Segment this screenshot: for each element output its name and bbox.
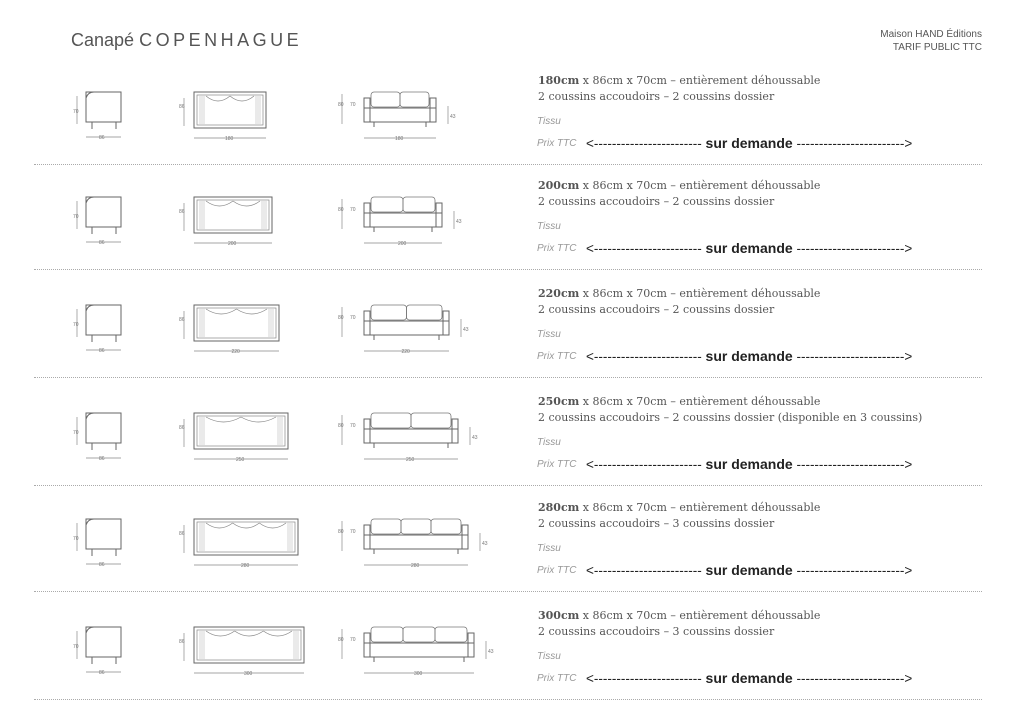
- title-brand: COPENHAGUE: [139, 30, 303, 50]
- sofa-row: [34, 485, 982, 592]
- price-text: sur demande: [705, 348, 793, 364]
- price-text: sur demande: [705, 562, 793, 578]
- row-divider: [34, 269, 982, 270]
- dimensions-line: [538, 394, 922, 410]
- width-dim-label: 220: [401, 349, 410, 355]
- cushions-line: 2 coussins accoudoirs – 3 coussins dossier: [538, 625, 775, 638]
- height-dim-label: 70: [350, 637, 356, 643]
- height-dim-label: 70: [73, 644, 79, 650]
- price-arrow-left: <------------------------: [586, 563, 702, 578]
- prix-label: Prix TTC: [537, 459, 577, 470]
- width-dim-label: 180: [225, 136, 234, 142]
- dimensions-line: [538, 286, 820, 302]
- arm-height-dim-label: 43: [450, 114, 456, 120]
- cushions-line: 2 coussins accoudoirs – 3 coussins dossier: [538, 517, 775, 530]
- tissu-label: Tissu: [537, 651, 561, 662]
- price-value: [586, 348, 912, 364]
- price-arrow-left: <------------------------: [586, 671, 702, 686]
- price-value: [586, 456, 912, 472]
- dimensions-rest: x 86cm x 70cm – entièrement déhoussable: [579, 501, 821, 514]
- front-view-drawing: [334, 379, 478, 469]
- price-value: [586, 670, 912, 686]
- size-value: 300cm: [538, 609, 580, 622]
- height-dim-label: 80: [338, 529, 344, 535]
- price-arrow-left: <------------------------: [586, 349, 702, 364]
- price-text: sur demande: [705, 670, 793, 686]
- width-dim-label: 280: [241, 563, 250, 569]
- publisher-name: Maison HAND Éditions: [880, 29, 982, 40]
- depth-dim-label: 86: [99, 456, 105, 462]
- width-dim-label: 180: [395, 136, 404, 142]
- cushions-line: 2 coussins accoudoirs – 2 coussins dossier (disponible en 3 coussins): [538, 411, 923, 424]
- width-dim-label: 220: [231, 349, 240, 355]
- dimensions-text: [538, 73, 820, 105]
- top-view-drawing: [174, 163, 282, 253]
- width-dim-label: 300: [244, 671, 253, 677]
- height-dim-label: 70: [73, 322, 79, 328]
- height-dim-label: 70: [350, 315, 356, 321]
- dimensions-text: [538, 286, 820, 318]
- height-dim-label: 80: [338, 207, 344, 213]
- width-dim-label: 200: [228, 241, 237, 247]
- sofa-row: [34, 58, 982, 165]
- depth-dim-label: 86: [179, 531, 185, 537]
- page-title: [71, 30, 302, 51]
- dimensions-line: [538, 500, 820, 516]
- publisher-block: [880, 28, 982, 54]
- height-dim-label: 70: [350, 423, 356, 429]
- height-dim-label: 80: [338, 102, 344, 108]
- height-dim-label: 70: [73, 536, 79, 542]
- cushions-line: 2 coussins accoudoirs – 2 coussins dossier: [538, 195, 775, 208]
- price-arrow-right: ------------------------>: [796, 457, 913, 472]
- prix-label: Prix TTC: [537, 351, 577, 362]
- price-value: [586, 240, 912, 256]
- price-arrow-right: ------------------------>: [796, 136, 913, 151]
- height-dim-label: 70: [350, 529, 356, 535]
- price-value: [586, 562, 912, 578]
- dimensions-line: [538, 73, 820, 89]
- arm-height-dim-label: 43: [456, 219, 462, 225]
- row-divider: [34, 699, 982, 700]
- top-view-drawing: [174, 271, 289, 361]
- width-dim-label: 280: [411, 563, 420, 569]
- width-dim-label: 250: [406, 457, 415, 463]
- dimensions-text: [538, 608, 820, 640]
- depth-dim-label: 86: [99, 348, 105, 354]
- size-value: 280cm: [538, 501, 580, 514]
- dimensions-text: [538, 394, 922, 426]
- size-value: 250cm: [538, 395, 580, 408]
- top-view-drawing: [174, 593, 314, 683]
- side-view-drawing: [68, 593, 138, 683]
- price-arrow-right: ------------------------>: [796, 671, 913, 686]
- depth-dim-label: 86: [179, 317, 185, 323]
- prix-label: Prix TTC: [537, 565, 577, 576]
- side-view-drawing: [68, 485, 138, 575]
- dimensions-rest: x 86cm x 70cm – entièrement déhoussable: [579, 287, 821, 300]
- width-dim-label: 250: [236, 457, 245, 463]
- height-dim-label: 70: [73, 214, 79, 220]
- dimensions-line: [538, 178, 820, 194]
- height-dim-label: 70: [350, 207, 356, 213]
- dimensions-rest: x 86cm x 70cm – entièrement déhoussable: [579, 609, 821, 622]
- price-arrow-right: ------------------------>: [796, 563, 913, 578]
- price-text: sur demande: [705, 135, 793, 151]
- side-view-drawing: [68, 58, 138, 148]
- front-view-drawing: [334, 163, 462, 253]
- width-dim-label: 300: [414, 671, 423, 677]
- sofa-row: [34, 163, 982, 270]
- depth-dim-label: 86: [99, 135, 105, 141]
- prix-label: Prix TTC: [537, 673, 577, 684]
- dimensions-text: [538, 178, 820, 210]
- height-dim-label: 70: [73, 430, 79, 436]
- arm-height-dim-label: 43: [482, 541, 488, 547]
- prix-label: Prix TTC: [537, 138, 577, 149]
- depth-dim-label: 86: [179, 425, 185, 431]
- arm-height-dim-label: 43: [472, 435, 478, 441]
- row-divider: [34, 377, 982, 378]
- dimensions-line: [538, 608, 820, 624]
- depth-dim-label: 86: [99, 670, 105, 676]
- depth-dim-label: 86: [99, 562, 105, 568]
- side-view-drawing: [68, 163, 138, 253]
- height-dim-label: 80: [338, 315, 344, 321]
- arm-height-dim-label: 43: [463, 327, 469, 333]
- width-dim-label: 200: [398, 241, 407, 247]
- side-view-drawing: [68, 379, 138, 469]
- depth-dim-label: 86: [179, 209, 185, 215]
- top-view-drawing: [174, 485, 308, 575]
- front-view-drawing: [334, 58, 456, 148]
- price-arrow-right: ------------------------>: [796, 349, 913, 364]
- dimensions-text: [538, 500, 820, 532]
- title-prefix: Canapé: [71, 30, 135, 50]
- depth-dim-label: 86: [179, 639, 185, 645]
- dimensions-rest: x 86cm x 70cm – entièrement déhoussable: [579, 395, 821, 408]
- tissu-label: Tissu: [537, 329, 561, 340]
- cushions-line: 2 coussins accoudoirs – 2 coussins dossier: [538, 303, 775, 316]
- tissu-label: Tissu: [537, 116, 561, 127]
- sofa-row: [34, 593, 982, 700]
- price-text: sur demande: [705, 456, 793, 472]
- sofa-row: [34, 379, 982, 486]
- row-divider: [34, 591, 982, 592]
- size-value: 180cm: [538, 74, 580, 87]
- price-arrow-left: <------------------------: [586, 136, 702, 151]
- front-view-drawing: [334, 485, 488, 575]
- height-dim-label: 70: [350, 102, 356, 108]
- price-arrow-left: <------------------------: [586, 241, 702, 256]
- front-view-drawing: [334, 271, 469, 361]
- prix-label: Prix TTC: [537, 243, 577, 254]
- arm-height-dim-label: 43: [488, 649, 494, 655]
- top-view-drawing: [174, 379, 298, 469]
- cushions-line: 2 coussins accoudoirs – 2 coussins dossier: [538, 90, 775, 103]
- dimensions-rest: x 86cm x 70cm – entièrement déhoussable: [579, 74, 821, 87]
- dimensions-rest: x 86cm x 70cm – entièrement déhoussable: [579, 179, 821, 192]
- depth-dim-label: 86: [179, 104, 185, 110]
- height-dim-label: 70: [73, 109, 79, 115]
- top-view-drawing: [174, 58, 276, 148]
- price-value: [586, 135, 912, 151]
- tariff-label: TARIF PUBLIC TTC: [892, 42, 982, 53]
- tissu-label: Tissu: [537, 221, 561, 232]
- side-view-drawing: [68, 271, 138, 361]
- price-arrow-right: ------------------------>: [796, 241, 913, 256]
- depth-dim-label: 86: [99, 240, 105, 246]
- height-dim-label: 80: [338, 637, 344, 643]
- sofa-row: [34, 271, 982, 378]
- front-view-drawing: [334, 593, 494, 683]
- tissu-label: Tissu: [537, 437, 561, 448]
- size-value: 200cm: [538, 179, 580, 192]
- tissu-label: Tissu: [537, 543, 561, 554]
- price-arrow-left: <------------------------: [586, 457, 702, 472]
- price-text: sur demande: [705, 240, 793, 256]
- height-dim-label: 80: [338, 423, 344, 429]
- size-value: 220cm: [538, 287, 580, 300]
